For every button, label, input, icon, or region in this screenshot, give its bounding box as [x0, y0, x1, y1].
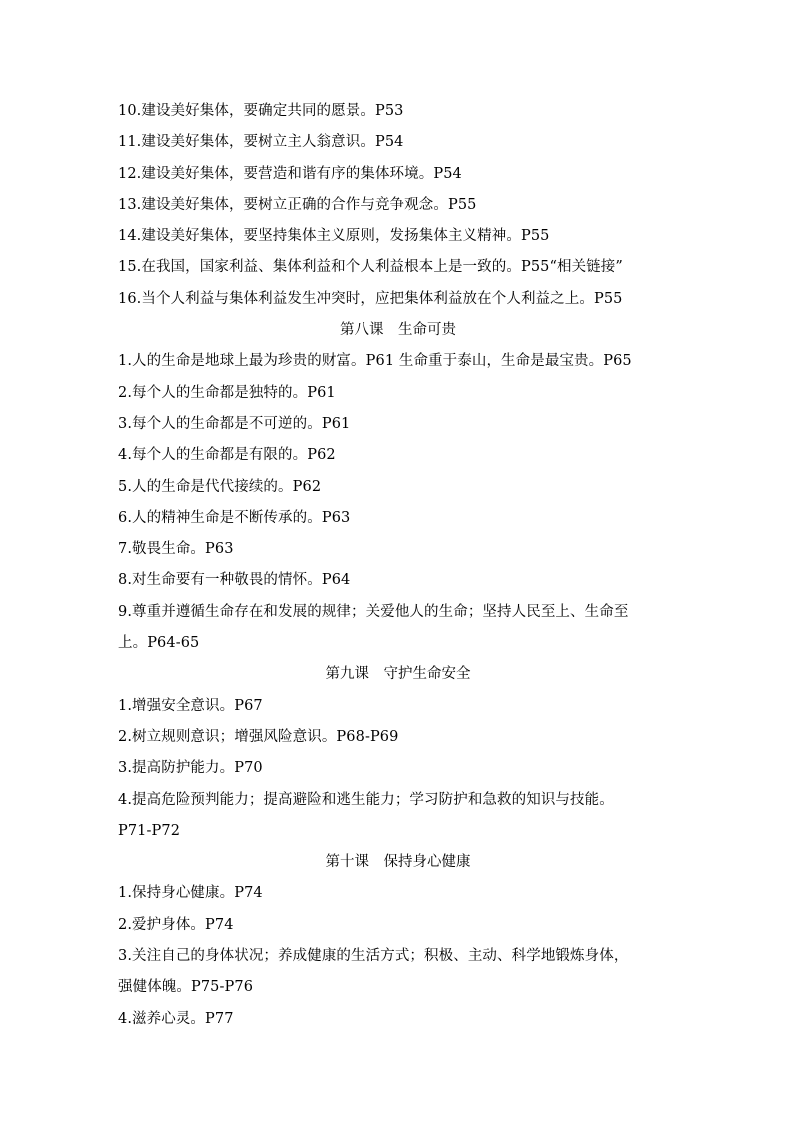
- list-item: 13.建设美好集体，要树立正确的合作与竞争观念。P55: [118, 196, 477, 213]
- section-lesson-10: [118, 847, 678, 1035]
- list-item: 3.提高防护能力。P70: [118, 760, 263, 777]
- list-item: 12.建设美好集体，要营造和谐有序的集体环境。P54: [118, 165, 462, 182]
- list-item: 4.每个人的生命都是有限的。P62: [118, 447, 336, 464]
- section-lesson-8: [118, 315, 678, 659]
- list-item: 4.提高危险预判能力；提高避险和逃生能力；学习防护和急救的知识与技能。: [118, 791, 614, 808]
- list-item: 1.人的生命是地球上最为珍贵的财富。P61 生命重于泰山，生命是最宝贵。P65: [118, 353, 632, 370]
- list-item: 8.对生命要有一种敬畏的情怀。P64: [118, 572, 351, 589]
- list-item: 2.树立规则意识；增强风险意识。P68-P69: [118, 728, 399, 745]
- list-item: 10.建设美好集体，要确定共同的愿景。P53: [118, 103, 404, 119]
- list-item: 11.建设美好集体，要树立主人翁意识。P54: [118, 134, 404, 151]
- list-item: 1.增强安全意识。P67: [118, 697, 263, 714]
- list-item: 5.人的生命是代代接续的。P62: [118, 478, 322, 495]
- list-item: 9.尊重并遵循生命存在和发展的规律；关爱他人的生命；坚持人民至上、生命至: [118, 603, 629, 620]
- list-item: 3.每个人的生命都是不可逆的。P61: [118, 415, 351, 432]
- section-heading: 第八课 生命可贵: [340, 322, 456, 339]
- list-item: 16.当个人利益与集体利益发生冲突时，应把集体利益放在个人利益之上。P55: [118, 290, 623, 307]
- list-item: 2.爱护身体。P74: [118, 916, 234, 933]
- list-item-continuation: P71-P72: [118, 822, 181, 839]
- list-item: 3.关注自己的身体状况；养成健康的生活方式；积极、主动、科学地锻炼身体，: [118, 948, 629, 965]
- section-collective: [118, 96, 678, 315]
- section-lesson-9: [118, 659, 678, 847]
- list-item: 14.建设美好集体，要坚持集体主义原则，发扬集体主义精神。P55: [118, 228, 550, 245]
- list-item: 1.保持身心健康。P74: [118, 885, 263, 902]
- list-item-continuation: 强健体魄。P75-P76: [118, 979, 254, 996]
- list-item: 2.每个人的生命都是独特的。P61: [118, 384, 336, 401]
- list-item: 4.滋养心灵。P77: [118, 1010, 234, 1027]
- section-heading: 第十课 保持身心健康: [325, 854, 471, 871]
- list-item: 7.敬畏生命。P63: [118, 541, 234, 558]
- document-page: [118, 96, 678, 1035]
- list-item: 15.在我国，国家利益、集体利益和个人利益根本上是一致的。P55“相关链接”: [118, 259, 623, 276]
- section-heading: 第九课 守护生命安全: [325, 666, 471, 683]
- list-item-continuation: 上。P64-65: [118, 635, 200, 652]
- list-item: 6.人的精神生命是不断传承的。P63: [118, 509, 351, 526]
